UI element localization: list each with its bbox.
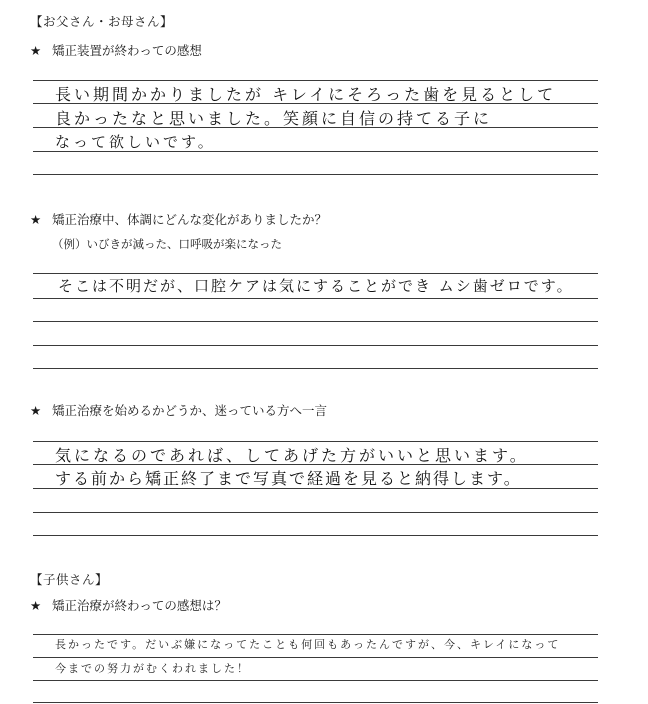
question-4 bbox=[30, 596, 227, 614]
answer-rule bbox=[33, 103, 598, 104]
answer-rule bbox=[33, 174, 598, 175]
answer-line: 今までの努力がむくわれました！ bbox=[55, 662, 250, 675]
answer-rule bbox=[33, 345, 598, 346]
answer-line: する前から矯正終了まで写真で経過を見ると納得します。 bbox=[55, 469, 522, 488]
answer-rule bbox=[33, 441, 598, 442]
answer-rule bbox=[33, 634, 598, 635]
star-icon: ★ bbox=[30, 598, 42, 613]
answer-rule bbox=[33, 151, 598, 152]
answer-rule bbox=[33, 80, 598, 81]
section-title-parent: 【お父さん・お母さん】 bbox=[30, 14, 174, 29]
question-text: 矯正装置が終わっての感想 bbox=[52, 43, 202, 58]
answer-rule bbox=[33, 464, 598, 465]
answer-rule bbox=[33, 368, 598, 369]
question-3 bbox=[30, 401, 327, 419]
answer-line: 長かったです。だいぶ嫌になってたことも何回もあったんですが、今、キレイになって bbox=[55, 638, 561, 651]
answer-rule bbox=[33, 680, 598, 681]
question-example: （例）いびきが減った、口呼吸が楽になった bbox=[52, 237, 282, 251]
section-title-child: 【子供さん】 bbox=[30, 572, 109, 587]
question-1 bbox=[30, 41, 202, 59]
answer-line: なって欲しいです。 bbox=[55, 133, 216, 151]
answer-rule bbox=[33, 127, 598, 128]
question-text: 矯正治療を始めるかどうか、迷っている方へ一言 bbox=[52, 403, 328, 418]
answer-rule bbox=[33, 657, 598, 658]
star-icon: ★ bbox=[30, 43, 42, 58]
answer-rule bbox=[33, 512, 598, 513]
question-text: 矯正治療中、体調にどんな変化がありましたか？ bbox=[52, 212, 328, 227]
star-icon: ★ bbox=[30, 212, 42, 227]
question-2 bbox=[30, 210, 327, 228]
answer-rule bbox=[33, 298, 598, 299]
answer-line: 気になるのであれば、してあげた方がいいと思います。 bbox=[55, 446, 529, 465]
question-text: 矯正治療が終わっての感想は？ bbox=[52, 598, 227, 613]
answer-line: そこは不明だが、口腔ケアは気にすることができ ムシ歯ゼロです。 bbox=[58, 277, 574, 295]
answer-rule bbox=[33, 321, 598, 322]
answer-line: 長い期間かかりましたが キレイにそろった歯を見るとして bbox=[55, 85, 557, 104]
answer-line: 良かったなと思いました。笑顔に自信の持てる子に bbox=[55, 109, 493, 128]
answer-rule bbox=[33, 273, 598, 274]
star-icon: ★ bbox=[30, 403, 42, 418]
answer-rule bbox=[33, 488, 598, 489]
answer-rule bbox=[33, 702, 598, 703]
answer-rule bbox=[33, 535, 598, 536]
